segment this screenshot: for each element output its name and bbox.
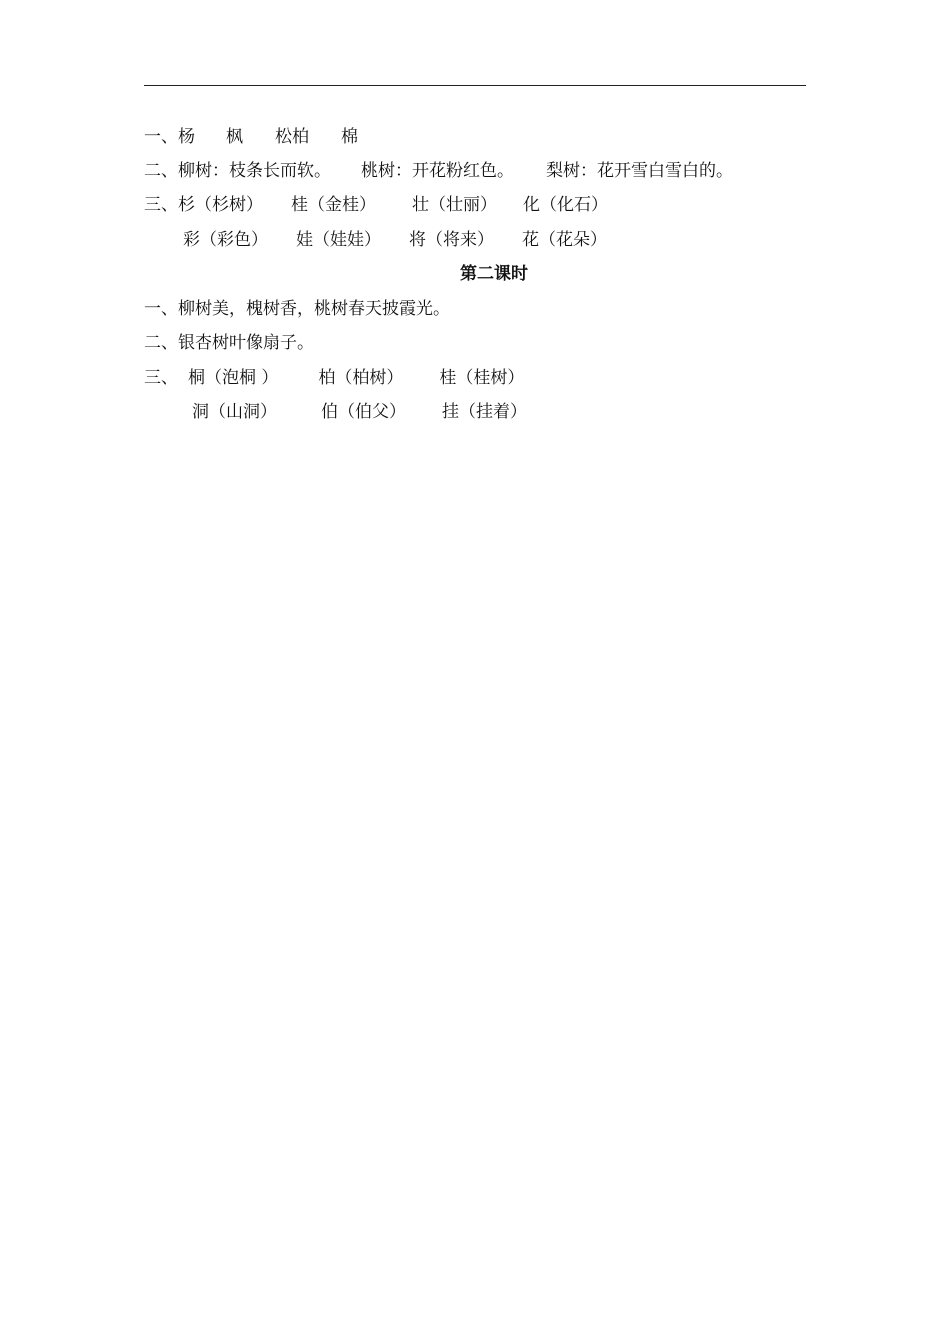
answer-line-2-1 — [144, 297, 450, 321]
answer-item: 将（将来） — [409, 230, 494, 250]
question-number: 三、 — [144, 368, 178, 388]
answer-text: 柳树美，槐树香，桃树春天披霞光。 — [178, 299, 450, 319]
answer-item: 柳树：枝条长而软。 — [178, 161, 331, 181]
answer-line-1-3a — [144, 193, 608, 217]
answer-line-2-3b — [192, 400, 527, 424]
answer-item: 洞（山洞） — [192, 402, 277, 422]
answer-item: 挂（挂着） — [442, 402, 527, 422]
question-number: 二、 — [144, 161, 178, 181]
answer-item: 枫 — [226, 127, 243, 147]
answer-line-1-2 — [144, 159, 733, 183]
answer-item: 柏（柏树） — [318, 368, 404, 388]
answer-item: 杨 — [178, 127, 195, 147]
header-rule — [144, 85, 806, 86]
question-number: 三、 — [144, 195, 178, 215]
answer-item: 松柏 — [275, 127, 309, 147]
answer-text: 银杏树叶像扇子。 — [178, 333, 314, 353]
answer-item: 桂（金桂） — [291, 195, 376, 215]
answer-item: 棉 — [341, 127, 358, 147]
answer-item: 桐（泡桐 ） — [188, 368, 279, 388]
question-number: 一、 — [144, 299, 178, 319]
answer-line-1-1 — [144, 125, 358, 149]
answer-item: 桃树：开花粉红色。 — [361, 161, 514, 181]
answer-item: 桂（桂树） — [439, 368, 525, 388]
answer-item: 花（花朵） — [522, 230, 607, 250]
answer-item: 壮（壮丽） — [412, 195, 497, 215]
answer-line-1-3b — [183, 228, 607, 252]
answer-line-2-3a — [144, 366, 524, 390]
answer-line-2-2 — [144, 331, 314, 355]
answer-item: 娃（娃娃） — [296, 230, 381, 250]
section-title: 第二课时 — [460, 264, 528, 284]
answer-item: 彩（彩色） — [183, 230, 268, 250]
question-number: 一、 — [144, 127, 178, 147]
answer-item: 杉（杉树） — [178, 195, 263, 215]
answer-item: 伯（伯父） — [321, 402, 406, 422]
question-number: 二、 — [144, 333, 178, 353]
answer-item: 化（化石） — [523, 195, 608, 215]
answer-item: 梨树：花开雪白雪白的。 — [546, 161, 733, 181]
